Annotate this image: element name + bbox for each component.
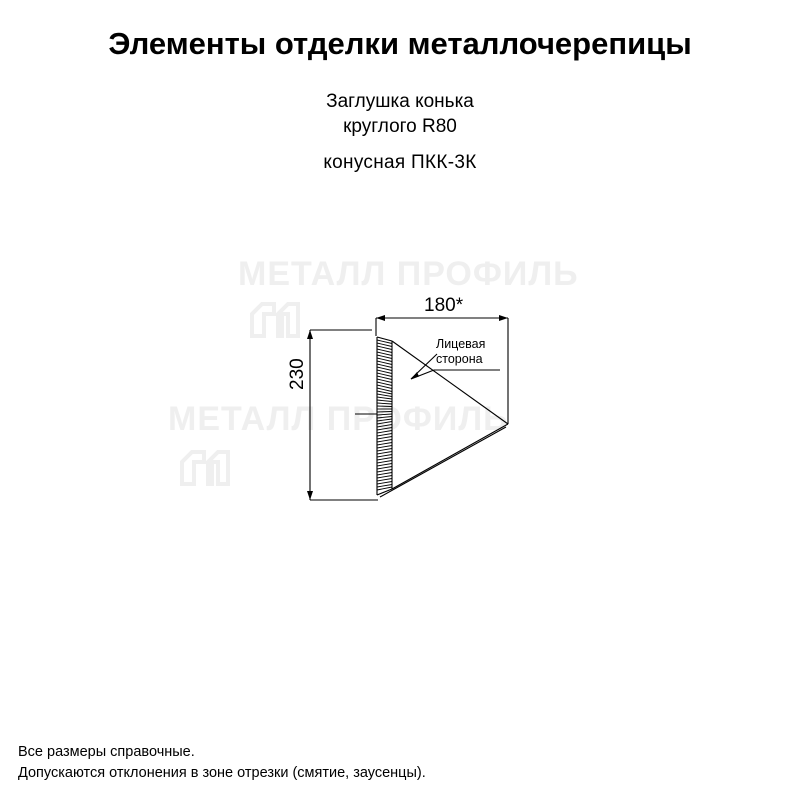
footer-note-line-1: Все размеры справочные.	[18, 744, 195, 760]
subtitle-line-3: конусная ПКК-3К	[323, 152, 477, 173]
dimension-width-label: 180*	[424, 295, 464, 316]
face-side-label	[436, 337, 485, 367]
watermark-text: МЕТАЛЛ ПРОФИЛЬ	[238, 255, 579, 293]
watermark-text: МЕТАЛЛ ПРОФИЛЬ	[168, 400, 509, 438]
footer-note-line-2: Допускаются отклонения в зоне отрезки (смятие, заусенцы).	[18, 765, 426, 781]
face-side-label-line-1: Лицевая	[436, 337, 486, 351]
page-title: Элементы отделки металлочерепицы	[108, 26, 692, 61]
subtitle-line-1: Заглушка конька	[326, 91, 474, 112]
dimension-height-label: 230	[287, 358, 308, 390]
subtitle-line-2: круглого R80	[343, 116, 457, 137]
face-side-label-line-2: сторона	[436, 352, 483, 366]
footer-notes	[18, 742, 426, 784]
